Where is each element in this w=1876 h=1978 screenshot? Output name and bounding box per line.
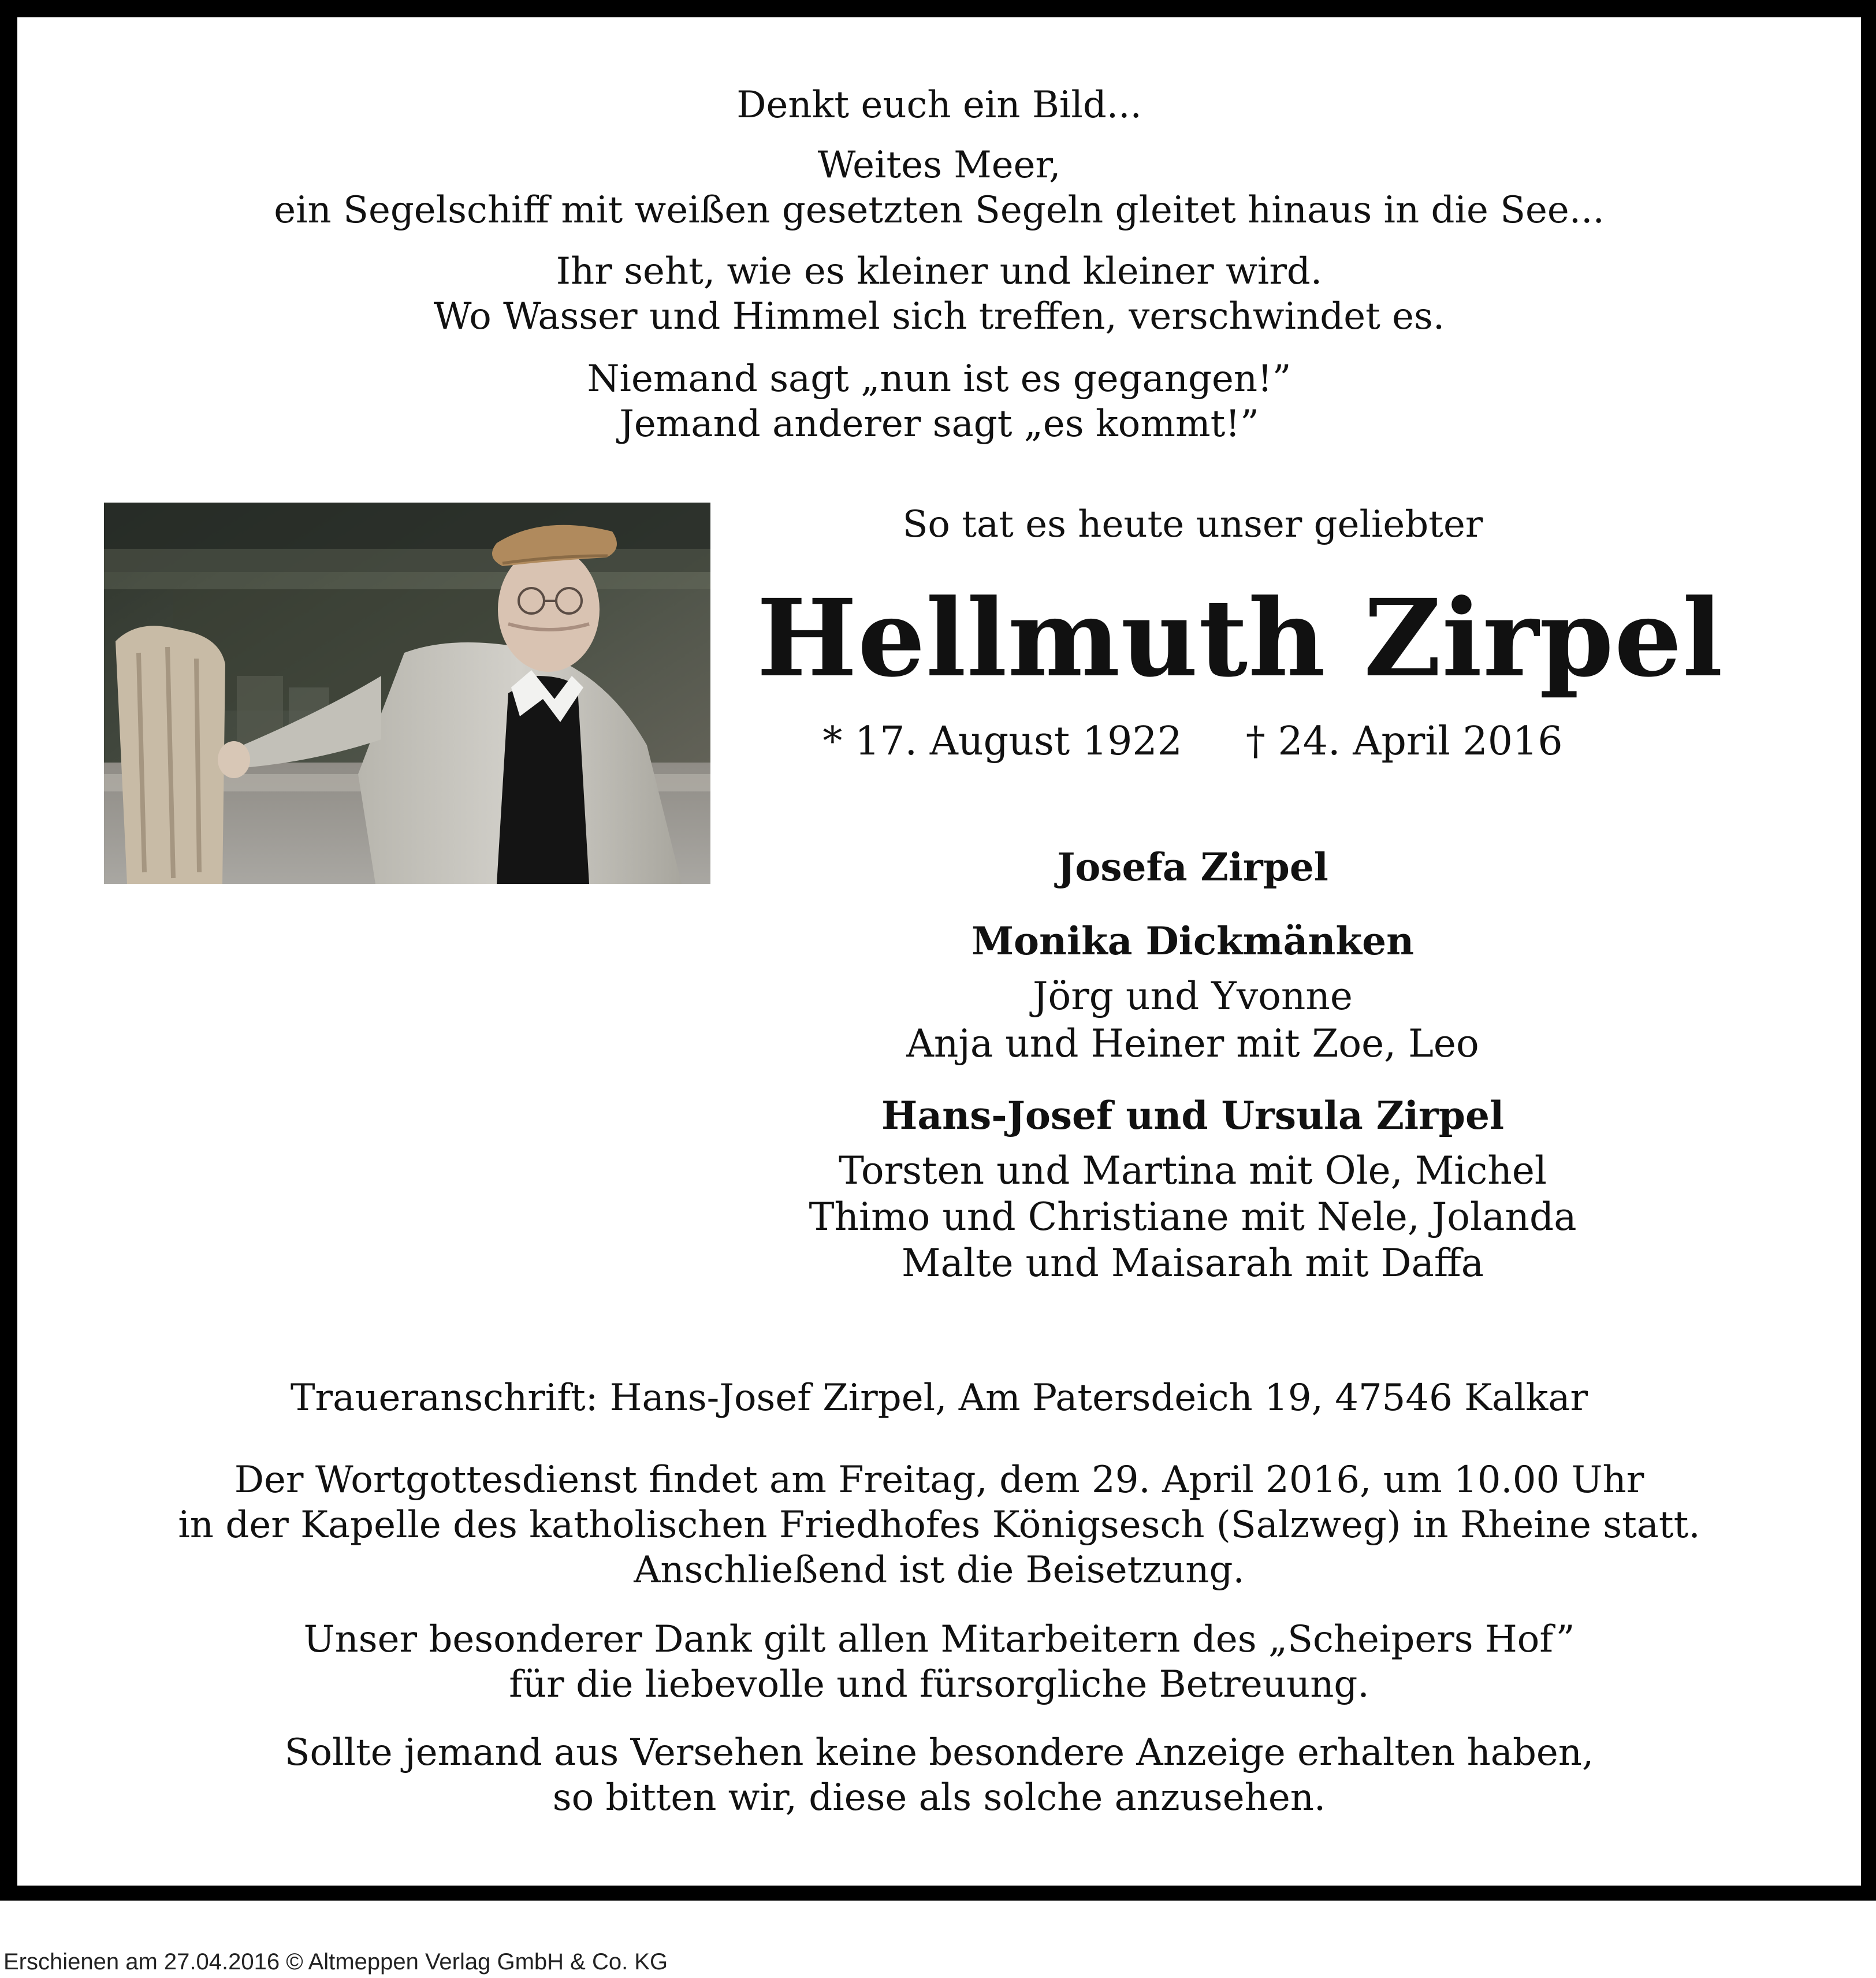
deceased-name: Hellmuth Zirpel <box>757 576 1724 701</box>
life-dates <box>757 717 1629 766</box>
mourner-anja: Anja und Heiner mit Zoe, Leo <box>906 1021 1479 1066</box>
thanks-line-2: für die liebevolle und fürsorgliche Betreuung. <box>509 1663 1369 1706</box>
mourning-address: Traueranschrift: Hans-Josef Zirpel, Am Patersdeich 19, 47546 Kalkar <box>290 1377 1588 1419</box>
birth-date: * 17. August 1922 <box>822 719 1182 764</box>
poem-line-4: Ihr seht, wie es kleiner und kleiner wird. <box>556 250 1323 293</box>
thanks-line-1: Unser besonderer Dank gilt allen Mitarbeitern des „Scheipers Hof” <box>303 1618 1575 1661</box>
mourner-malte: Malte und Maisarah mit Daffa <box>901 1241 1484 1285</box>
mourner-monika: Monika Dickmänken <box>971 919 1415 964</box>
announcement-intro: So tat es heute unser geliebter <box>902 503 1483 546</box>
death-date: † 24. April 2016 <box>1245 719 1563 764</box>
poem-line-1: Denkt euch ein Bild... <box>736 84 1142 127</box>
poem-line-6: Niemand sagt „nun ist es gegangen!” <box>587 358 1291 400</box>
portrait-photo-image <box>104 503 710 884</box>
poem-line-3: ein Segelschiff mit weißen gesetzten Segeln gleitet hinaus in die See... <box>274 189 1605 232</box>
publication-credit: Erschienen am 27.04.2016 © Altmeppen Verlag GmbH & Co. KG <box>3 1949 668 1975</box>
service-line-2: in der Kapelle des katholischen Friedhofes Königsesch (Salzweg) in Rheine statt. <box>178 1504 1700 1546</box>
notice-line-1: Sollte jemand aus Versehen keine besondere Anzeige erhalten haben, <box>284 1731 1594 1774</box>
service-line-1: Der Wortgottesdienst findet am Freitag, dem 29. April 2016, um 10.00 Uhr <box>234 1459 1644 1501</box>
mourner-hans-josef: Hans-Josef und Ursula Zirpel <box>881 1093 1505 1138</box>
mourner-josefa: Josefa Zirpel <box>1057 845 1328 890</box>
service-line-3: Anschließend ist die Beisetzung. <box>634 1549 1245 1592</box>
poem-line-7: Jemand anderer sagt „es kommt!” <box>619 403 1259 445</box>
notice-line-2: so bitten wir, diese als solche anzusehen. <box>552 1776 1326 1819</box>
poem-line-5: Wo Wasser und Himmel sich treffen, verschwindet es. <box>433 295 1445 338</box>
poem-line-2: Weites Meer, <box>817 144 1061 187</box>
mourner-joerg: Jörg und Yvonne <box>1033 974 1353 1018</box>
mourner-torsten: Torsten und Martina mit Ole, Michel <box>838 1148 1547 1193</box>
mourner-thimo: Thimo und Christiane mit Nele, Jolanda <box>809 1195 1577 1239</box>
portrait-photo <box>104 503 710 884</box>
